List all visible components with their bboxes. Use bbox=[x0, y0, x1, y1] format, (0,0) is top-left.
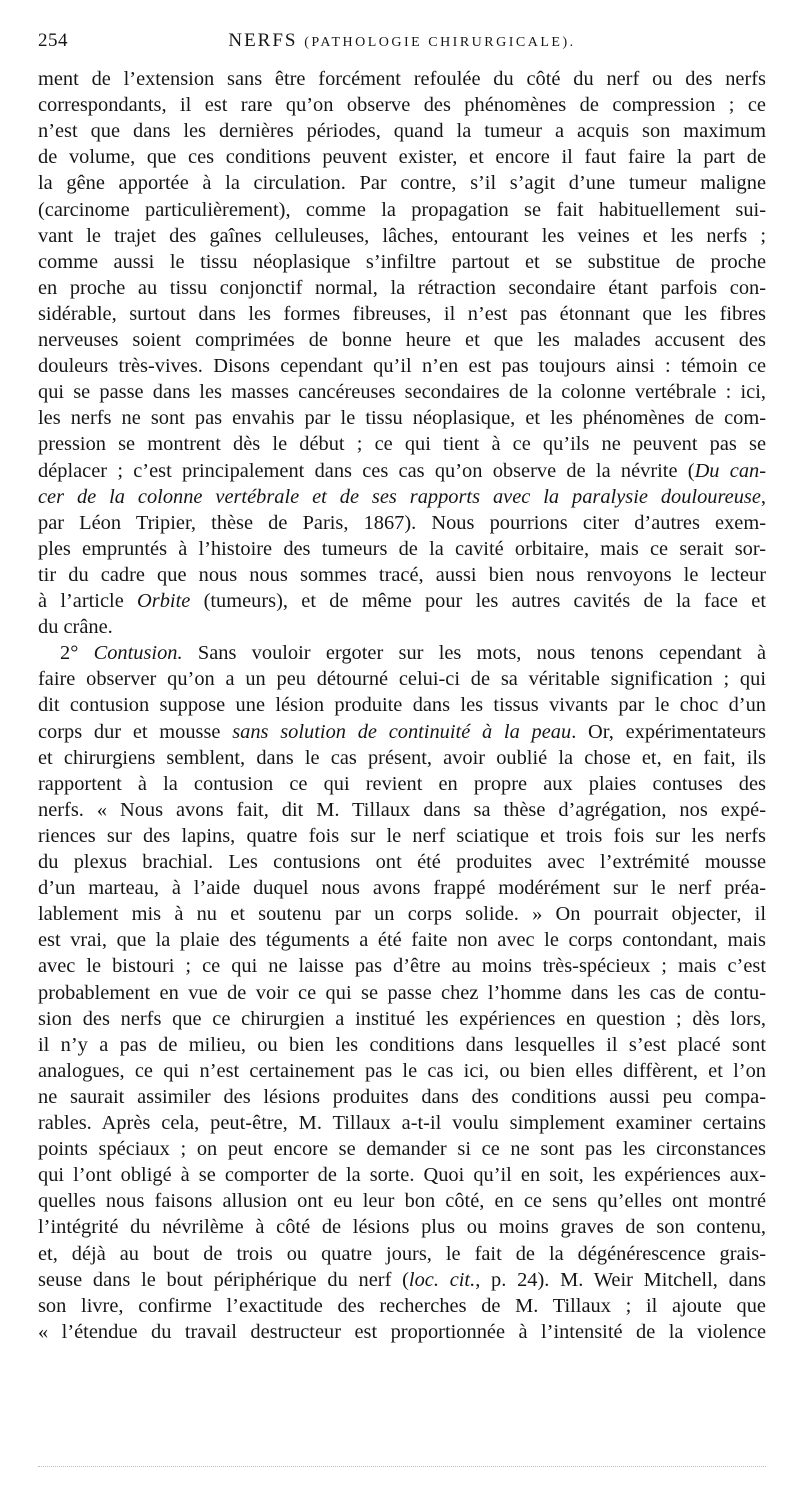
text-line bbox=[38, 223, 766, 249]
text-line bbox=[38, 1136, 766, 1162]
text-run: rables. Après cela, peut-être, M. Tillaux a-t-il voulu simplement examiner certains bbox=[38, 1112, 766, 1134]
text-line bbox=[38, 1267, 766, 1293]
text-run: corps dur et mousse bbox=[38, 720, 233, 743]
text-line bbox=[38, 953, 766, 979]
text-line bbox=[38, 927, 766, 953]
italic-text: loc. cit. bbox=[408, 1268, 476, 1291]
text-line bbox=[38, 1006, 766, 1032]
text-line bbox=[38, 249, 766, 275]
text-line bbox=[38, 1084, 766, 1110]
text-run: dit contusion suppose une lésion produite dans les tissus vivants par le choc d’un bbox=[38, 694, 766, 717]
text-line bbox=[38, 692, 766, 718]
text-run: « l’étendue du travail destructeur est proportionnée à l’intensité de la violence bbox=[38, 1320, 766, 1343]
text-run: sion des nerfs que ce chirurgien a institué les expériences en question ; dès lors, bbox=[38, 1007, 766, 1030]
text-line bbox=[38, 666, 766, 692]
text-run: comme aussi le tissu néoplasique s’infiltre partout et se substitue de proche bbox=[38, 250, 766, 273]
text-run: avec le bistouri ; ce qui ne laisse pas d’être au moins très-spécieux ; mais c’est bbox=[38, 955, 766, 978]
text-run: quelles nous faisons allusion ont eu leur bon côté, en ce sens qu’elles ont montré bbox=[38, 1190, 766, 1213]
text-run: sidérable, surtout dans les formes fibreuses, il n’est pas étonnant que les fibres bbox=[38, 302, 766, 325]
text-run: (carcinome particulièrement), comme la propagation se fait habituellement sui- bbox=[38, 198, 766, 221]
text-run: (tumeurs), et de même pour les autres cavités de la face et bbox=[190, 590, 766, 612]
text-line bbox=[38, 1241, 766, 1267]
text-run: du crâne. bbox=[38, 616, 113, 639]
text-line bbox=[38, 458, 766, 484]
text-line bbox=[38, 1162, 766, 1188]
text-run: du plexus brachial. Les contusions ont été produites avec l’extrémité mousse bbox=[38, 851, 766, 873]
text-line bbox=[38, 275, 766, 301]
text-line bbox=[38, 379, 766, 405]
text-line bbox=[38, 327, 766, 353]
text-run: et chirurgiens semblent, dans le cas présent, avoir oublié la chose et, en fait, ils bbox=[38, 746, 766, 769]
text-line bbox=[38, 92, 766, 118]
page-number: 254 bbox=[38, 30, 68, 51]
text-run: qui l’ont obligé à se comporter de la sorte. Quoi qu’il en soit, les expériences aux- bbox=[38, 1164, 766, 1187]
text-run: analogues, ce qui n’est certainement pas le cas ici, ou bien elles diffèrent, et l’on bbox=[38, 1059, 766, 1082]
italic-text: cer de la colonne vertébrale et de ses rapports avec la paralysie douloureuse bbox=[38, 485, 761, 508]
text-run: ment de l’extension sans être forcément refoulée du côté du nerf ou des nerfs bbox=[38, 68, 766, 90]
text-run: tir du cadre que nous nous sommes tracé, aussi bien nous renvoyons le lecteur bbox=[38, 563, 766, 586]
italic-text: Du can- bbox=[694, 459, 767, 482]
text-line bbox=[38, 144, 766, 170]
text-run: , bbox=[760, 485, 766, 508]
text-run: faire observer qu’on a un peu détourné celui-ci de sa véritable signification ; qui bbox=[38, 668, 766, 691]
text-line bbox=[38, 849, 766, 875]
text-run: nerveuses soient comprimées de bonne heure et que les malades accusent des bbox=[38, 329, 766, 351]
text-line bbox=[38, 614, 766, 640]
text-line bbox=[38, 1293, 766, 1319]
text-line bbox=[38, 170, 766, 196]
text-line bbox=[38, 745, 766, 771]
text-run: lablement mis à nu et soutenu par un corps solide. » On pourrait objecter, il bbox=[38, 903, 766, 926]
text-line bbox=[38, 980, 766, 1006]
text-run: nerfs. « Nous avons fait, dit M. Tillaux dans sa thèse d’agrégation, nos expé- bbox=[38, 798, 766, 821]
text-run: est vrai, que la plaie des téguments a été faite non avec le corps contondant, mais bbox=[38, 929, 766, 952]
text-run: seuse dans le bout périphérique du nerf ( bbox=[38, 1268, 409, 1291]
text-line bbox=[38, 719, 766, 745]
text-line bbox=[38, 823, 766, 849]
text-run: son livre, confirme l’exactitude des recherches de M. Tillaux ; il ajoute que bbox=[38, 1294, 766, 1317]
text-line bbox=[38, 405, 766, 431]
text-line bbox=[60, 640, 766, 666]
text-line bbox=[38, 431, 766, 457]
italic-text: sans solution de continuité à la peau bbox=[232, 720, 572, 743]
running-title bbox=[38, 30, 766, 52]
bottom-rule bbox=[38, 1466, 766, 1467]
text-run: et, déjà au bout de trois ou quatre jours, le fait de la dégénérescence grais- bbox=[38, 1242, 766, 1265]
text-line bbox=[38, 484, 766, 510]
text-run: vant le trajet des gaînes celluleuses, lâches, entourant les veines et les nerfs ; bbox=[38, 224, 766, 247]
text-run: 2° bbox=[60, 642, 94, 665]
text-line bbox=[38, 1032, 766, 1058]
text-line bbox=[38, 901, 766, 927]
text-run: rapportent à la contusion ce qui revient en propre aux plaies contuses des bbox=[38, 772, 766, 795]
text-run: qui se passe dans les masses cancéreuses secondaires de la colonne vertébrale : ici, bbox=[38, 381, 766, 404]
text-run: de volume, que ces conditions peuvent exister, et encore il faut faire la part de bbox=[38, 146, 766, 169]
text-run: en proche au tissu conjonctif normal, la rétraction secondaire étant parfois con- bbox=[38, 276, 766, 299]
text-line bbox=[38, 797, 766, 823]
text-line bbox=[38, 1058, 766, 1084]
text-line bbox=[38, 1214, 766, 1240]
text-run: la gêne apportée à la circulation. Par contre, s’il s’agit d’une tumeur maligne bbox=[38, 172, 766, 195]
text-run: n’est que dans les dernières périodes, quand la tumeur a acquis son maximum bbox=[38, 120, 766, 143]
text-run: douleurs très-vives. Disons cependant qu’il n’en est pas toujours ainsi : témoin ce bbox=[38, 355, 766, 378]
text-run: . Or, expérimentateurs bbox=[571, 720, 766, 743]
text-line bbox=[38, 536, 766, 562]
text-line bbox=[38, 875, 766, 901]
running-title-sub: (PATHOLOGIE CHIRURGICALE). bbox=[304, 35, 576, 50]
running-title-main: NERFS bbox=[228, 30, 298, 51]
running-header bbox=[38, 28, 766, 58]
italic-text: Orbite bbox=[137, 590, 191, 612]
text-run: par Léon Tripier, thèse de Paris, 1867). Nous pourrions citer d’autres exem- bbox=[38, 511, 766, 534]
text-line bbox=[38, 771, 766, 797]
text-run: riences sur des lapins, quatre fois sur le nerf sciatique et trois fois sur les nerfs bbox=[38, 824, 766, 847]
text-line bbox=[38, 353, 766, 379]
text-line bbox=[38, 1188, 766, 1214]
text-run: , p. 24). M. Weir Mitchell, dans bbox=[475, 1268, 766, 1291]
text-run: points spéciaux ; on peut encore se demander si ce ne sont pas les circonstances bbox=[38, 1138, 766, 1161]
text-run: correspondants, il est rare qu’on observe des phénomènes de compression ; ce bbox=[38, 94, 766, 117]
text-run: probablement en vue de voir ce qui se passe chez l’homme dans les cas de contu- bbox=[38, 981, 766, 1004]
text-line bbox=[38, 66, 766, 92]
text-run: déplacer ; c’est principalement dans ces cas qu’on observe de la névrite ( bbox=[38, 459, 695, 482]
text-run: ples empruntés à l’histoire des tumeurs de la cavité orbitaire, mais ce serait sor- bbox=[38, 537, 766, 560]
text-line bbox=[38, 1110, 766, 1136]
text-run: ne saurait assimiler des lésions produites dans des conditions aussi peu compa- bbox=[38, 1085, 766, 1108]
italic-text: Contusion. bbox=[93, 642, 183, 665]
text-run: il n’y a pas de milieu, ou bien les conditions dans lesquelles il s’est placé sont bbox=[38, 1033, 766, 1056]
text-run: Sans vouloir ergoter sur les mots, nous tenons cependant à bbox=[182, 642, 766, 665]
text-line bbox=[38, 301, 766, 327]
text-line bbox=[38, 510, 766, 536]
text-line bbox=[38, 562, 766, 588]
text-line bbox=[38, 197, 766, 223]
text-run: à l’article bbox=[38, 590, 138, 612]
text-line bbox=[38, 1319, 766, 1345]
text-run: d’un marteau, à l’aide duquel nous avons frappé modérément sur le nerf préa- bbox=[38, 877, 766, 900]
text-run: les nerfs ne sont pas envahis par le tissu néoplasique, et les phénomènes de com- bbox=[38, 407, 766, 430]
text-line bbox=[38, 118, 766, 144]
text-line bbox=[38, 588, 766, 614]
text-run: l’intégrité du névrilème à côté de lésions plus ou moins graves de son contenu, bbox=[38, 1216, 766, 1239]
text-run: pression se montrent dès le début ; ce qui tient à ce qu’ils ne peuvent pas se bbox=[38, 433, 766, 456]
